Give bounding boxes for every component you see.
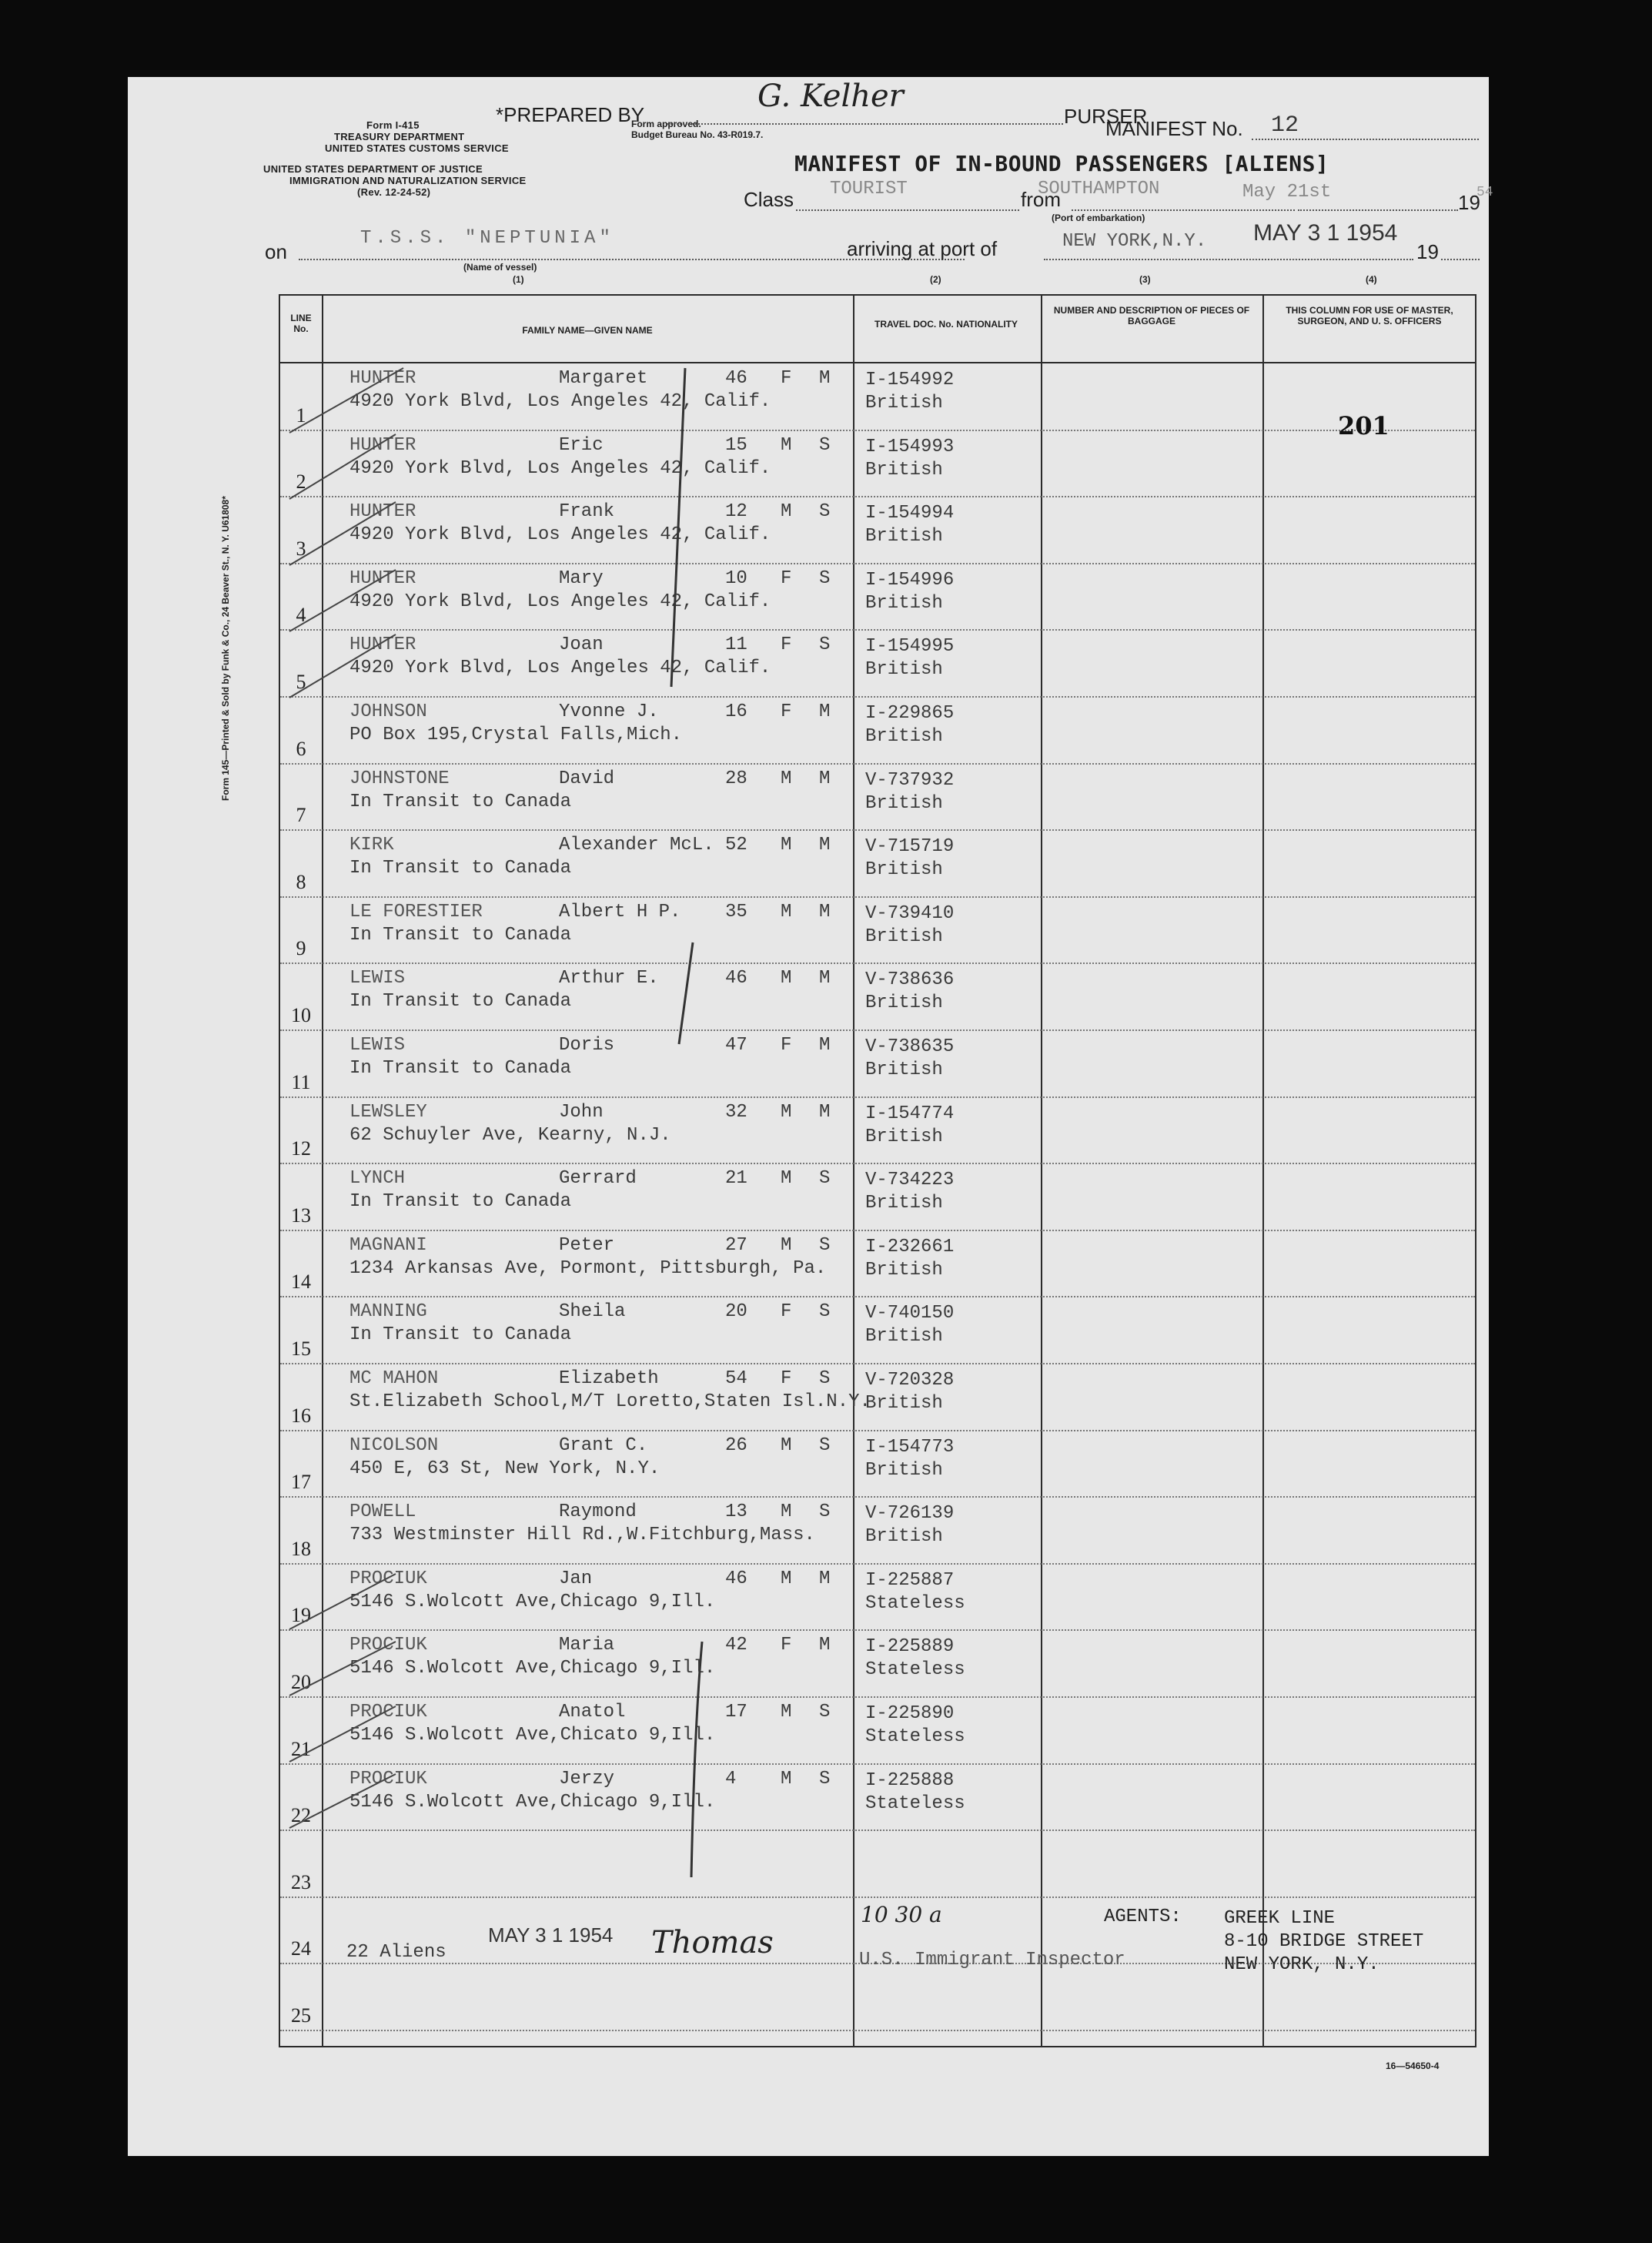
nationality: Stateless xyxy=(865,1793,965,1814)
sex: M xyxy=(781,1768,792,1789)
nationality: British xyxy=(865,993,943,1014)
travel-doc: I-154992 xyxy=(865,370,955,390)
prepared-by-label: *PREPARED BY xyxy=(496,103,645,126)
age: 28 xyxy=(725,768,747,789)
table-row xyxy=(280,1830,1475,1897)
age: 42 xyxy=(725,1635,747,1656)
line-number: 20 xyxy=(291,1670,311,1693)
sex: M xyxy=(781,501,792,523)
travel-doc: I-154994 xyxy=(865,503,955,524)
address: 5146 S.Wolcott Ave,Chicago 9,Ill. xyxy=(349,1591,716,1612)
family-name: MAGNANI xyxy=(349,1234,427,1256)
age: 46 xyxy=(725,368,747,389)
given-name: Yvonne J. xyxy=(559,701,659,722)
table-row xyxy=(280,363,1475,430)
travel-doc: V-739410 xyxy=(865,902,955,924)
on-label: on xyxy=(265,240,287,263)
table-row xyxy=(280,1630,1475,1697)
marital-status: M xyxy=(819,1568,831,1589)
marital-status: M xyxy=(819,1101,831,1123)
marital-status: S xyxy=(819,1702,831,1722)
nationality: British xyxy=(865,1526,943,1548)
line-number: 22 xyxy=(291,1804,311,1827)
sex: M xyxy=(781,835,792,856)
year-label-1: 19 xyxy=(1458,191,1480,214)
sex: F xyxy=(781,1635,792,1656)
line-number: 9 xyxy=(296,937,306,960)
arrival-port: NEW YORK,N.Y. xyxy=(1062,231,1207,252)
given-name: Albert H P. xyxy=(559,901,681,922)
nationality: British xyxy=(865,859,943,881)
officer-annotation: 201 xyxy=(1338,411,1389,440)
given-name: Grant C. xyxy=(559,1435,648,1456)
family-name: HUNTER xyxy=(349,368,416,389)
age: 11 xyxy=(725,634,747,656)
manifest-sheet xyxy=(128,77,1493,2156)
travel-doc: V-738636 xyxy=(865,969,955,991)
address: 5146 S.Wolcott Ave,Chicago 9,Ill. xyxy=(349,1658,716,1679)
age: 54 xyxy=(725,1368,747,1389)
given-name: David xyxy=(559,768,615,789)
marital-status: S xyxy=(819,501,831,523)
line-number: 23 xyxy=(291,1870,311,1893)
nationality: British xyxy=(865,526,943,547)
line-number: 15 xyxy=(291,1337,311,1360)
given-name: Jerzy xyxy=(559,1768,615,1789)
table-row xyxy=(280,897,1475,964)
line-number: 7 xyxy=(296,804,306,827)
sex: M xyxy=(781,1234,792,1256)
inspector-signature: Thomas xyxy=(651,1925,774,1960)
address: 1234 Arkansas Ave, Pormont, Pittsburgh, Pa. xyxy=(349,1257,827,1279)
arrival-date-stamp: MAY 3 1 1954 xyxy=(1253,220,1398,246)
total-aliens: 22 Aliens xyxy=(346,1942,446,1963)
table-row xyxy=(280,1163,1475,1230)
travel-doc: V-738635 xyxy=(865,1036,955,1057)
dept-immigration: IMMIGRATION AND NATURALIZATION SERVICE xyxy=(289,175,527,186)
family-name: LEWSLEY xyxy=(349,1101,427,1123)
travel-doc: I-154993 xyxy=(865,436,955,457)
address: In Transit to Canada xyxy=(349,791,572,812)
family-name: PROCIUK xyxy=(349,1568,427,1589)
given-name: Sheila xyxy=(559,1301,626,1323)
marital-status: M xyxy=(819,1035,831,1056)
table-row xyxy=(280,1764,1475,1831)
line-number: 14 xyxy=(291,1270,311,1294)
address: PO Box 195,Crystal Falls,Mich. xyxy=(349,725,683,745)
footer-code: 16—54650-4 xyxy=(1386,2061,1440,2071)
marital-status: S xyxy=(819,1301,831,1323)
marital-status: M xyxy=(819,968,831,989)
sex: F xyxy=(781,1301,792,1323)
family-name: HUNTER xyxy=(349,434,416,456)
table-row xyxy=(280,630,1475,697)
given-name: Frank xyxy=(559,501,615,523)
sex: M xyxy=(781,901,792,922)
travel-doc: I-232661 xyxy=(865,1236,955,1257)
travel-doc: I-225889 xyxy=(865,1636,955,1658)
nationality: Stateless xyxy=(865,1659,965,1681)
line-number: 12 xyxy=(291,1137,311,1160)
travel-doc: V-734223 xyxy=(865,1170,955,1191)
nationality: British xyxy=(865,459,943,480)
table-row xyxy=(280,1030,1475,1097)
age: 12 xyxy=(725,501,747,523)
sex: M xyxy=(781,1702,792,1722)
table-row xyxy=(280,564,1475,631)
address: St.Elizabeth School,M/T Loretto,Staten Isl.N.Y. xyxy=(349,1391,871,1412)
header-line-no: LINE No. xyxy=(290,313,312,334)
agents-label: AGENTS: xyxy=(1104,1907,1182,1927)
sex: F xyxy=(781,1368,792,1389)
line-number: 1 xyxy=(296,403,306,427)
sex: F xyxy=(781,368,792,389)
port-embarkation-note: (Port of embarkation) xyxy=(1052,213,1145,223)
header-name: FAMILY NAME—GIVEN NAME xyxy=(522,325,653,336)
form-approved: Form approved. xyxy=(631,119,701,129)
nationality: British xyxy=(865,1326,943,1347)
travel-doc: I-225890 xyxy=(865,1703,955,1724)
given-name: Joan xyxy=(559,634,604,656)
given-name: Peter xyxy=(559,1234,615,1256)
age: 32 xyxy=(725,1101,747,1123)
travel-doc: I-154995 xyxy=(865,636,955,658)
header-officers: THIS COLUMN FOR USE OF MASTER, SURGEON, AND U. S. OFFICERS xyxy=(1286,305,1453,326)
age: 21 xyxy=(725,1168,747,1190)
given-name: Maria xyxy=(559,1635,615,1656)
given-name: Anatol xyxy=(559,1702,626,1722)
from-value: SOUTHAMPTON xyxy=(1038,179,1160,199)
age: 26 xyxy=(725,1435,747,1456)
table-row xyxy=(280,497,1475,564)
side-printer-note: Form 145—Printed & Sold by Funk & Co., 24 Beaver St., N. Y. U61808* xyxy=(220,496,231,801)
travel-doc: V-726139 xyxy=(865,1503,955,1525)
marital-status: S xyxy=(819,1368,831,1389)
table-row xyxy=(280,963,1475,1030)
class-value: TOURIST xyxy=(830,179,908,199)
age: 10 xyxy=(725,567,747,589)
nationality: British xyxy=(865,792,943,814)
family-name: PROCIUK xyxy=(349,1635,427,1656)
given-name: Margaret xyxy=(559,368,648,389)
family-name: PROCIUK xyxy=(349,1702,427,1722)
travel-doc: V-720328 xyxy=(865,1370,955,1391)
marital-status: S xyxy=(819,1501,831,1523)
table-row xyxy=(280,697,1475,764)
marital-status: S xyxy=(819,1168,831,1190)
inspector-title: U.S. Immigrant Inspector xyxy=(859,1950,1125,1970)
family-name: HUNTER xyxy=(349,567,416,589)
sex: M xyxy=(781,1435,792,1456)
line-number: 25 xyxy=(291,2004,311,2027)
age: 16 xyxy=(725,701,747,722)
family-name: LE FORESTIER xyxy=(349,901,483,922)
family-name: HUNTER xyxy=(349,501,416,523)
line-number: 18 xyxy=(291,1537,311,1560)
given-name: Mary xyxy=(559,567,604,589)
age: 17 xyxy=(725,1702,747,1722)
address: 4920 York Blvd, Los Angeles 42, Calif. xyxy=(349,591,771,612)
preparer-signature: G. Kelher xyxy=(757,79,904,114)
travel-doc: I-225887 xyxy=(865,1569,955,1591)
family-name: POWELL xyxy=(349,1501,416,1523)
given-name: Jan xyxy=(559,1568,593,1589)
address: 733 Westminster Hill Rd.,W.Fitchburg,Mass. xyxy=(349,1525,815,1546)
column-3-number: (3) xyxy=(1139,274,1151,285)
year-suffix-1: 54 xyxy=(1476,185,1493,200)
travel-doc: I-154996 xyxy=(865,569,955,591)
given-name: Alexander McL. xyxy=(559,835,714,856)
nationality: British xyxy=(865,1193,943,1214)
travel-doc: I-154774 xyxy=(865,1103,955,1124)
line-number: 10 xyxy=(291,1003,311,1026)
agent-name: GREEK LINE xyxy=(1224,1908,1336,1929)
nationality: British xyxy=(865,1126,943,1147)
family-name: JOHNSON xyxy=(349,701,427,722)
table-row xyxy=(280,1497,1475,1564)
manifest-no-label: MANIFEST No. xyxy=(1105,117,1243,140)
address: 5146 S.Wolcott Ave,Chicago 9,Ill. xyxy=(349,1791,716,1813)
agent-address-1: 8-10 BRIDGE STREET xyxy=(1224,1931,1424,1952)
sex: M xyxy=(781,968,792,989)
age: 47 xyxy=(725,1035,747,1056)
nationality: British xyxy=(865,393,943,413)
marital-status: M xyxy=(819,368,831,389)
age: 35 xyxy=(725,901,747,922)
family-name: HUNTER xyxy=(349,634,416,656)
sex: M xyxy=(781,1101,792,1123)
address: In Transit to Canada xyxy=(349,858,572,879)
given-name: Eric xyxy=(559,434,604,456)
travel-doc: I-229865 xyxy=(865,703,955,724)
header-baggage: NUMBER AND DESCRIPTION OF PIECES OF BAGGAGE xyxy=(1053,305,1250,326)
line-number: 21 xyxy=(291,1737,311,1760)
address: 4920 York Blvd, Los Angeles 42, Calif. xyxy=(349,658,771,679)
address: In Transit to Canada xyxy=(349,1324,572,1346)
vessel-name: T.S.S. "NEPTUNIA" xyxy=(360,228,614,249)
sex: F xyxy=(781,634,792,656)
age: 15 xyxy=(725,434,747,456)
nationality: Stateless xyxy=(865,1592,965,1614)
travel-doc: I-154773 xyxy=(865,1436,955,1458)
sex: M xyxy=(781,1168,792,1190)
line-number: 3 xyxy=(296,537,306,560)
line-number: 2 xyxy=(296,470,306,494)
family-name: KIRK xyxy=(349,835,394,856)
sex: M xyxy=(781,434,792,456)
given-name: Gerrard xyxy=(559,1168,637,1190)
sex: F xyxy=(781,567,792,589)
line-number: 5 xyxy=(296,670,306,693)
form-revision: (Rev. 12-24-52) xyxy=(357,186,431,198)
travel-doc: I-225888 xyxy=(865,1769,955,1791)
budget-bureau: Budget Bureau No. 43-R019.7. xyxy=(631,129,764,140)
age: 13 xyxy=(725,1501,747,1523)
nationality: British xyxy=(865,726,943,747)
table-row xyxy=(280,1564,1475,1631)
age: 27 xyxy=(725,1234,747,1256)
table-row xyxy=(280,1097,1475,1164)
nationality: British xyxy=(865,1060,943,1080)
marital-status: S xyxy=(819,634,831,656)
nationality: British xyxy=(865,1459,943,1481)
marital-status: M xyxy=(819,1635,831,1656)
line-number: 4 xyxy=(296,604,306,627)
marital-status: M xyxy=(819,901,831,922)
table-row xyxy=(280,1297,1475,1364)
column-1-number: (1) xyxy=(513,274,524,285)
family-name: NICOLSON xyxy=(349,1435,439,1456)
sex: M xyxy=(781,768,792,789)
dept-customs: UNITED STATES CUSTOMS SERVICE xyxy=(325,142,509,154)
table-row xyxy=(280,764,1475,831)
from-label: from xyxy=(1021,188,1061,211)
line-number: 13 xyxy=(291,1204,311,1227)
family-name: LEWIS xyxy=(349,968,406,989)
nationality: British xyxy=(865,592,943,614)
passenger-table xyxy=(279,294,1476,2047)
nationality: Stateless xyxy=(865,1726,965,1747)
address: In Transit to Canada xyxy=(349,924,572,946)
nationality: British xyxy=(865,926,943,947)
family-name: LEWIS xyxy=(349,1035,406,1056)
marital-status: M xyxy=(819,835,831,856)
manifest-title: MANIFEST OF IN-BOUND PASSENGERS [ALIENS] xyxy=(794,151,1329,176)
line-number: 24 xyxy=(291,1937,311,1960)
purser-label: PURSER xyxy=(1064,105,1148,128)
sex: M xyxy=(781,1501,792,1523)
marital-status: S xyxy=(819,1435,831,1456)
address: 62 Schuyler Ave, Kearny, N.J. xyxy=(349,1124,671,1146)
marital-status: S xyxy=(819,1234,831,1256)
family-name: LYNCH xyxy=(349,1168,406,1190)
table-row xyxy=(280,1697,1475,1764)
column-2-number: (2) xyxy=(930,274,941,285)
table-row xyxy=(280,1230,1475,1297)
manifest-number: 12 xyxy=(1271,112,1299,139)
address: 450 E, 63 St, New York, N.Y. xyxy=(349,1458,660,1479)
dept-treasury: TREASURY DEPARTMENT xyxy=(334,131,465,142)
travel-doc: V-737932 xyxy=(865,769,955,791)
age: 46 xyxy=(725,1568,747,1589)
given-name: Elizabeth xyxy=(559,1368,659,1389)
given-name: Raymond xyxy=(559,1501,637,1523)
line-number: 11 xyxy=(291,1070,311,1093)
family-name: JOHNSTONE xyxy=(349,768,450,789)
column-4-number: (4) xyxy=(1366,274,1377,285)
address: 4920 York Blvd, Los Angeles 42, Calif. xyxy=(349,524,771,546)
address: In Transit to Canada xyxy=(349,991,572,1013)
given-name: Doris xyxy=(559,1035,615,1056)
line-number: 16 xyxy=(291,1404,311,1427)
header-travel-doc: TRAVEL DOC. No. NATIONALITY xyxy=(874,319,1018,330)
age: 52 xyxy=(725,835,747,856)
family-name: MC MAHON xyxy=(349,1368,439,1389)
travel-doc: V-740150 xyxy=(865,1303,955,1324)
given-name: Arthur E. xyxy=(559,968,659,989)
departure-date: May 21st xyxy=(1242,182,1332,203)
year-label-2: 19 xyxy=(1416,240,1439,263)
age: 46 xyxy=(725,968,747,989)
given-name: John xyxy=(559,1101,604,1123)
age: 4 xyxy=(725,1768,737,1789)
age: 20 xyxy=(725,1301,747,1323)
agent-address-2: NEW YORK, N.Y. xyxy=(1224,1954,1379,1975)
address: In Transit to Canada xyxy=(349,1191,572,1213)
address: In Transit to Canada xyxy=(349,1058,572,1079)
address: 4920 York Blvd, Los Angeles 42, Calif. xyxy=(349,457,771,479)
marital-status: S xyxy=(819,1768,831,1789)
line-number: 17 xyxy=(291,1471,311,1494)
nationality: British xyxy=(865,659,943,681)
arriving-label: arriving at port of xyxy=(847,237,998,260)
nationality: British xyxy=(865,1393,943,1414)
vessel-note: (Name of vessel) xyxy=(463,262,537,273)
address: 5146 S.Wolcott Ave,Chicato 9,Ill. xyxy=(349,1725,716,1746)
address: 4920 York Blvd, Los Angeles 42, Calif. xyxy=(349,391,771,412)
form-number: Form I-415 xyxy=(366,119,420,131)
dept-justice: UNITED STATES DEPARTMENT OF JUSTICE xyxy=(263,163,483,175)
inspection-date-stamp: MAY 3 1 1954 xyxy=(488,1923,614,1947)
marital-status: S xyxy=(819,434,831,456)
class-label: Class xyxy=(744,188,794,211)
marital-status: M xyxy=(819,701,831,722)
marital-status: S xyxy=(819,567,831,589)
table-row xyxy=(280,1431,1475,1498)
line-number: 6 xyxy=(296,737,306,760)
sex: F xyxy=(781,1035,792,1056)
travel-doc: V-715719 xyxy=(865,836,955,858)
nationality: British xyxy=(865,1259,943,1281)
family-name: PROCIUK xyxy=(349,1768,427,1789)
line-number: 19 xyxy=(291,1604,311,1627)
family-name: MANNING xyxy=(349,1301,427,1323)
table-row xyxy=(280,1364,1475,1431)
sex: F xyxy=(781,701,792,722)
sex: M xyxy=(781,1568,792,1589)
table-row xyxy=(280,830,1475,897)
line-number: 8 xyxy=(296,870,306,893)
inspection-time-note: 10 30 a xyxy=(861,1902,942,1927)
table-row xyxy=(280,430,1475,497)
marital-status: M xyxy=(819,768,831,789)
